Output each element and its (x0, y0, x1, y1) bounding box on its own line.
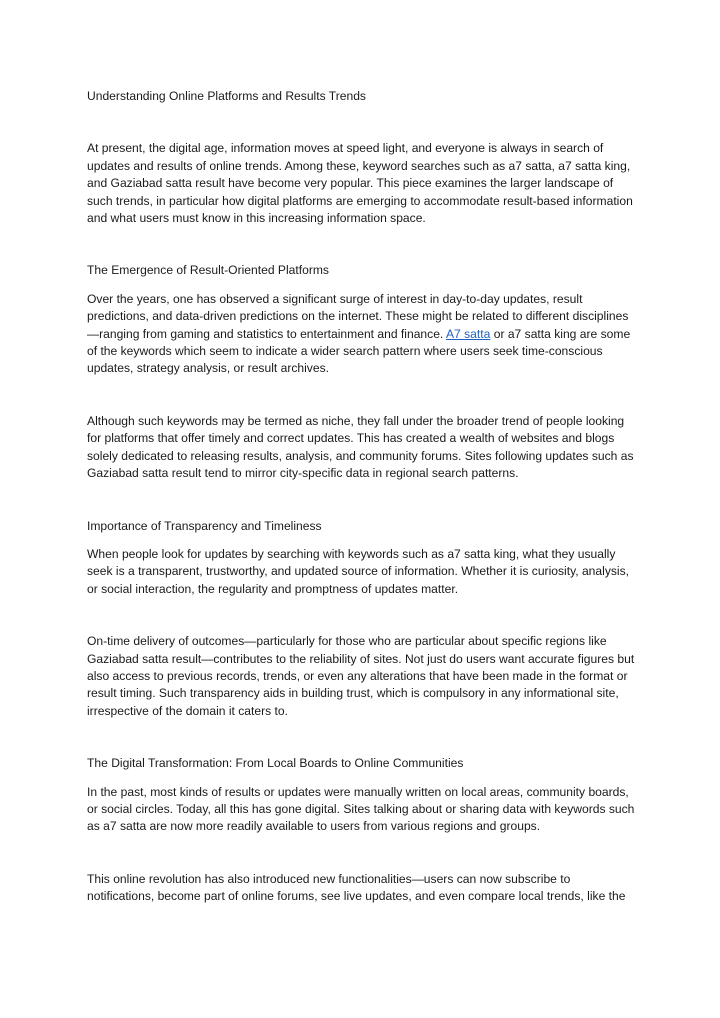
transformation-paragraph-2: This online revolution has also introduced new functionalities—users can now subscribe to notifications, become part of online forums, see live updates, and even compare local trends, like the (87, 871, 626, 904)
transparency-paragraph-2: On-time delivery of outcomes—particularly for those who are particular about specific regions like Gaziabad satta result—contributes to the reliability of sites. Not just do users want accurate figures but also access to previous records, trends, or even any alterations that have been made in the format or result timing. Such transparency aids in building trust, which is compulsory in any informational site, irrespective of the domain it caters to. (87, 634, 635, 718)
transparency-paragraph-1: When people look for updates by searching with keywords such as a7 satta king, what they usually seek is a transparent, trustworthy, and updated source of information. Whether it is curiosity, analysis, or social interaction, the regularity and promptness of updates matter. (87, 546, 630, 596)
transformation-paragraph-1: In the past, most kinds of results or updates were manually written on local areas, community boards, or social circles. Today, all this has gone digital. Sites talking about or sharing data with keywords such as a7 satta are now more readily available to users from various regions and groups. (87, 784, 635, 834)
document-body (87, 88, 635, 906)
section-heading-emergence: The Emergence of Result-Oriented Platforms (87, 263, 329, 278)
section-heading-digital-transformation: The Digital Transformation: From Local Boards to Online Communities (87, 756, 464, 771)
emergence-text-before-link: Over the years, one has observed a significant surge of interest in day-to-day updates, result predictions, and data-driven predictions on the internet. These might be related to different disciplines—ranging from gaming and statistics to entertainment and finance. (87, 291, 629, 341)
emergence-paragraph-1 (87, 291, 635, 378)
emergence-text-after-link: or a7 satta king are some of the keywords which seem to indicate a wider search pattern where users seek time-conscious updates, strategy analysis, or result archives. (87, 326, 631, 376)
section-heading-transparency: Importance of Transparency and Timeliness (87, 518, 322, 533)
emergence-paragraph-2: Although such keywords may be termed as niche, they fall under the broader trend of people looking for platforms that offer timely and correct updates. This has created a wealth of websites and blogs solely dedicated to releasing results, analysis, and community forums. Sites following updates such as Gaziabad satta result tend to mirror city-specific data in regional search patterns. (87, 413, 634, 481)
intro-paragraph: At present, the digital age, information moves at speed light, and everyone is always in search of updates and results of online trends. Among these, keyword searches such as a7 satta, a7 satta king, and Gaziabad satta result have become very popular. This piece examines the larger landscape of such trends, in particular how digital platforms are emerging to accommodate result-based information and what users must know in this increasing information space. (87, 141, 633, 226)
document-title: Understanding Online Platforms and Results Trends (87, 89, 366, 103)
a7-satta-link[interactable]: A7 satta (445, 326, 491, 341)
